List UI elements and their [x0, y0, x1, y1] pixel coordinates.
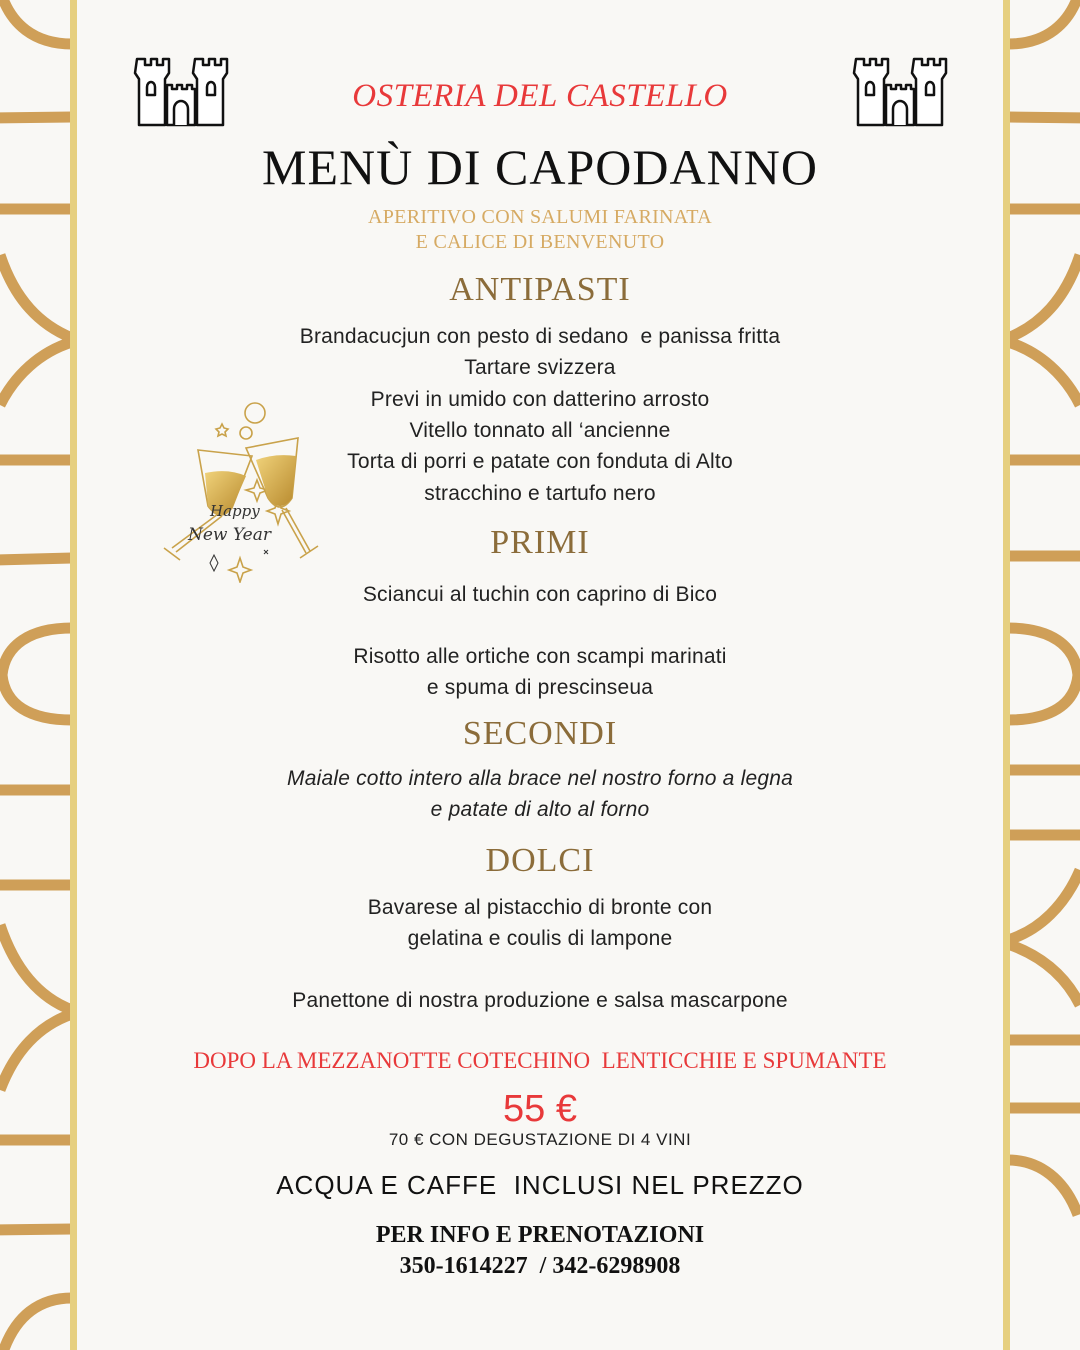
menu-item: gelatina e coulis di lampone [407, 927, 673, 950]
restaurant-name: OSTERIA DEL CASTELLO [352, 78, 728, 114]
menu-item: Brandacucjun con pesto di sedano e panissa fritta [299, 325, 781, 348]
svg-text:New Year: New Year [188, 525, 271, 545]
included-note: ACQUA E CAFFE INCLUSI NEL PREZZO [276, 1170, 804, 1200]
price: 55 € [503, 1088, 577, 1130]
svg-text:Happy: Happy [210, 502, 260, 520]
menu-item: Bavarese al pistacchio di bronte con [367, 896, 713, 919]
menu-item: Sciancui al tuchin con caprino di Bico [362, 583, 718, 606]
wine-tasting-price: 70 € CON DEGUSTAZIONE DI 4 VINI [388, 1130, 692, 1149]
section-title-secondi: SECONDI [462, 715, 618, 752]
menu-item: Torta di porri e patate con fonduta di Alto [347, 450, 733, 473]
section-title-primi: PRIMI [490, 524, 590, 561]
menu-item: e spuma di prescinseua [426, 676, 654, 699]
menu-item: Risotto alle ortiche con scampi marinati [353, 645, 727, 668]
menu-item: Tartare svizzera [464, 356, 616, 379]
menu-item: Maiale cotto intero alla brace nel nostro forno a legna [287, 767, 793, 790]
midnight-offer: DOPO LA MEZZANOTTE COTECHINO LENTICCHIE E SPUMANTE [193, 1048, 887, 1073]
menu-item: Vitello tonnato all ‘ancienne [409, 419, 671, 442]
menu-item: Panettone di nostra produzione e salsa mascarpone [292, 989, 788, 1012]
menu-item: Previ in umido con datterino arrosto [370, 388, 710, 411]
menu-title: MENÙ DI CAPODANNO [262, 139, 818, 195]
menu-item: stracchino e tartufo nero [424, 482, 656, 505]
menu-item: e patate di alto al forno [430, 798, 650, 821]
section-title-antipasti: ANTIPASTI [449, 271, 631, 308]
aperitivo-line-2: E CALICE DI BENVENUTO [415, 231, 665, 253]
aperitivo-line-1: APERITIVO CON SALUMI FARINATA [368, 206, 712, 228]
section-title-dolci: DOLCI [485, 842, 595, 879]
phone-numbers: 350-1614227 / 342-6298908 [399, 1253, 681, 1279]
info-label: PER INFO E PRENOTAZIONI [375, 1222, 705, 1248]
